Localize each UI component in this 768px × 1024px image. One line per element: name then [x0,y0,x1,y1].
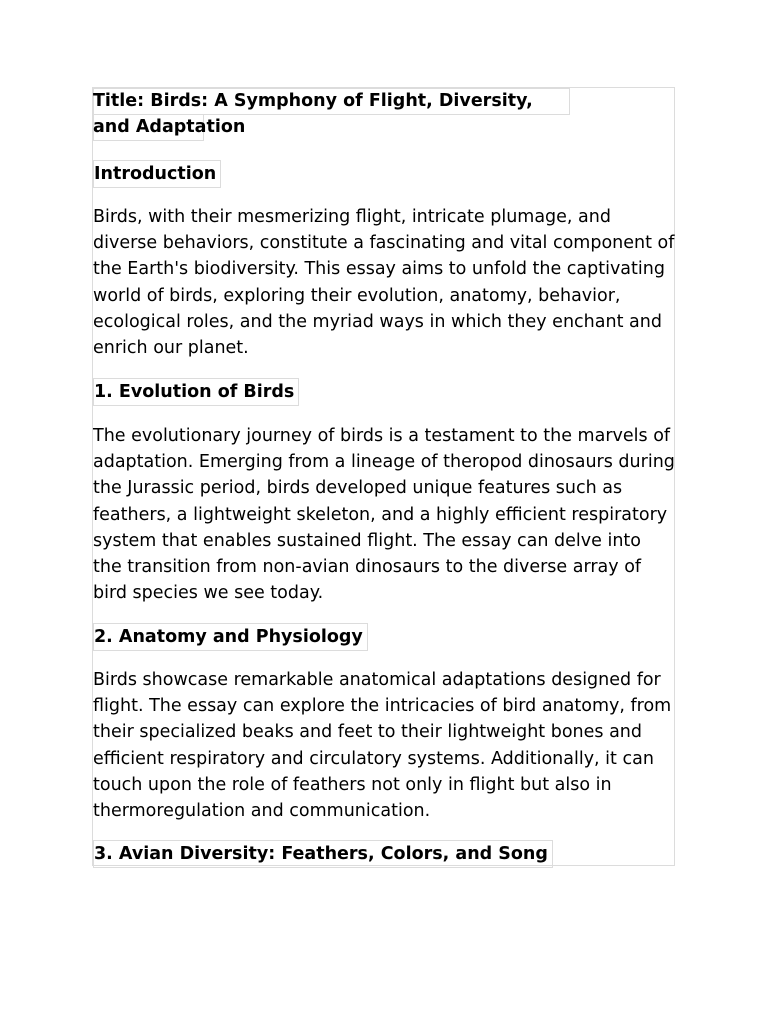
section-body-evolution [93,423,675,606]
section-body-introduction [93,204,675,361]
paragraph: Birds showcase remarkable anatomical adaptations designed for flight. The essay can explore the intricacies of bird anatomy, from their specialized beaks and feet to their lightweight bones and efficient respiratory and circulatory systems. Additionally, it can touch upon the role of feathers not only in flight but also in thermoregulation and communication. [93,670,672,822]
section-heading-evolution [93,378,299,406]
section-heading-introduction [93,160,221,188]
section-heading-anatomy [93,623,368,651]
document-title-block [93,88,563,140]
paragraph: Birds, with their mesmerizing flight, intricate plumage, and diverse behaviors, constitute a fascinating and vital component of the Earth's biodiversity. This essay aims to unfold the captivating world of birds, exploring their evolution, anatomy, behavior, ecological roles, and the myriad ways in which they enchant and enrich our planet. [93,207,675,359]
paragraph: The evolutionary journey of birds is a testament to the marvels of adaptation. Emerging from a lineage of theropod dinosaurs during the Jurassic period, birds developed unique features such as feathers, a lightweight skeleton, and a highly efficient respiratory system that enables sustained flight. The essay can delve into the transition from non-avian dinosaurs to the diverse array of bird species we see today. [93,426,675,604]
section-heading: 3. Avian Diversity: Feathers, Colors, and Song [93,840,553,868]
section-heading: Introduction [93,160,221,188]
section-heading-diversity [93,840,553,868]
document-title: Title: Birds: A Symphony of Flight, Diversity, and Adaptation [93,91,533,137]
section-heading: 1. Evolution of Birds [93,378,299,406]
section-body-anatomy [93,667,675,824]
section-heading: 2. Anatomy and Physiology [93,623,368,651]
